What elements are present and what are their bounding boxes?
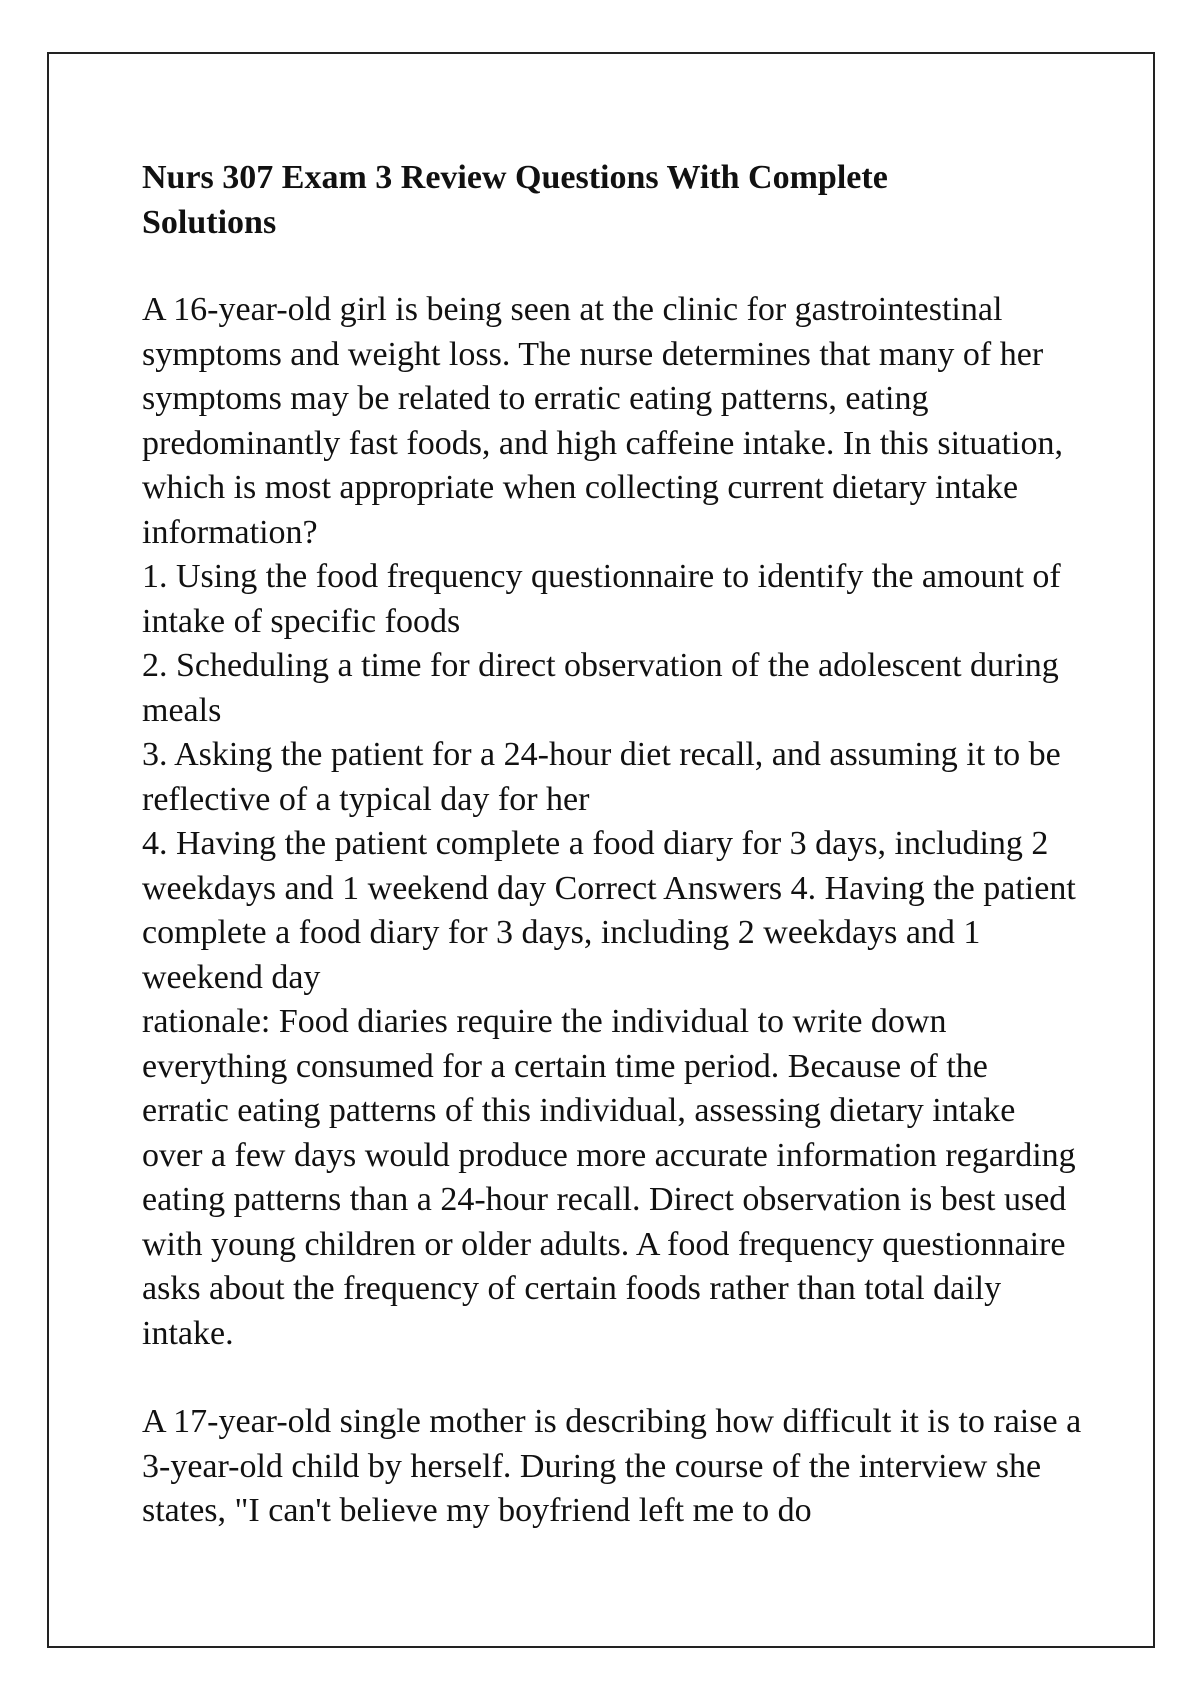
question-1-option-3: 3. Asking the patient for a 24-hour diet recall, and assuming it to be reflective of a typical day for her bbox=[142, 736, 1061, 818]
question-1-option-2: 2. Scheduling a time for direct observation of the adolescent during meals bbox=[142, 647, 1059, 729]
document-content bbox=[142, 155, 1082, 1534]
question-1 bbox=[142, 288, 1082, 1356]
question-1-stem: A 16-year-old girl is being seen at the clinic for gastrointestinal symptoms and weight loss. The nurse determines that many of her symptoms may be related to erratic eating patterns, eating predominantly fast foods, and high caffeine intake. In this situation, which is most appropriate when collecting current dietary intake information? bbox=[142, 291, 1063, 551]
paragraph-gap bbox=[142, 1356, 1082, 1400]
question-1-rationale: rationale: Food diaries require the individual to write down everything consumed for a certain time period. Because of the erratic eating patterns of this individual, assessing dietary intake over a few days would produce more accurate information regarding eating patterns than a 24-hour recall. Direct observation is best used with young children or older adults. A food frequency questionnaire asks about the frequency of certain foods rather than total daily intake. bbox=[142, 1003, 1076, 1352]
question-2-stem: A 17-year-old single mother is describing how difficult it is to raise a 3-year-old child by herself. During the course of the interview she states, "I can't believe my boyfriend left me to do bbox=[142, 1403, 1082, 1529]
question-1-option-1: 1. Using the food frequency questionnaire to identify the amount of intake of specific foods bbox=[142, 558, 1061, 640]
document-title: Nurs 307 Exam 3 Review Questions With Complete Solutions bbox=[142, 159, 888, 241]
question-2 bbox=[142, 1400, 1082, 1534]
question-1-option-4-answer: 4. Having the patient complete a food diary for 3 days, including 2 weekdays and 1 weekend day Correct Answers 4. Having the patient complete a food diary for 3 days, including 2 weekdays and 1 weekend day bbox=[142, 825, 1076, 996]
